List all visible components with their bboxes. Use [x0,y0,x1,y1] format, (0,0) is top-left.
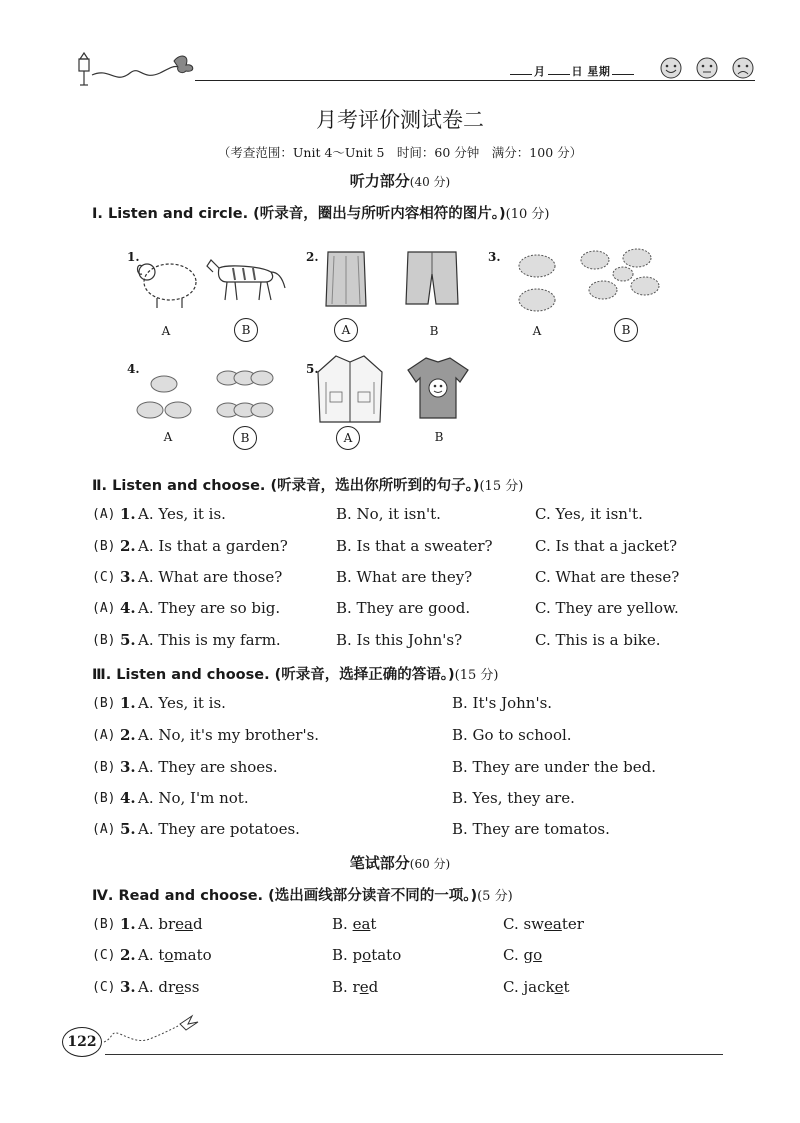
option-a-label-circled: A [334,318,358,342]
listening-part-heading: 听力部分(40 分) [349,172,451,190]
section3-heading: Ⅲ. Listen and choose. (听录音，选择正确的答语。)(15 分) [92,667,499,683]
pic-item-number: 1. [127,250,140,264]
section2-heading: Ⅱ. Listen and choose. (听录音，选出你所听到的句子。)(15 分) [92,478,524,494]
page-title: 月考评价测试卷二 [316,108,484,132]
option-a-label: A [161,324,171,338]
three-potatoes-picture [134,372,196,424]
mood-faces [658,56,758,82]
option-b-label: B [434,430,444,444]
section1-heading: Ⅰ. Listen and circle. (听录音，圈出与所听内容相符的图片。)(10 分) [92,206,550,222]
many-hens-picture [575,246,667,310]
pic-item-number: 4. [127,362,140,376]
option-b-label: B [429,324,439,338]
bird-trail-ornament [100,1008,210,1048]
skirt-picture [320,248,372,310]
page-number: 122 [62,1027,102,1057]
option-b-label-circled: B [614,318,638,342]
option-a-label-circled: A [336,426,360,450]
shorts-picture [402,248,462,310]
lamp-butterfly-ornament [70,45,210,90]
two-hens-picture [512,248,562,320]
pic-item-number: 3. [488,250,501,264]
footer-rule [105,1054,723,1055]
horse-picture [205,254,287,304]
pic-item-number: 2. [306,250,319,264]
option-a-label: A [163,430,173,444]
sheep-picture [132,252,202,310]
jacket-picture [314,352,386,428]
option-a-label: A [532,324,542,338]
six-potatoes-picture [214,368,276,424]
section4-heading: Ⅳ. Read and choose. (选出画线部分读音不同的一项。)(5 分) [92,888,513,904]
date-field: 月 日 星期 [508,63,636,79]
exam-scope: （考查范围：Unit 4～Unit 5 时间：60 分钟 满分：100 分） [217,145,583,160]
pic-item-number: 5. [306,362,319,376]
option-b-label-circled: B [233,426,257,450]
writing-part-heading: 笔试部分(60 分) [349,854,451,872]
option-b-label-circled: B [234,318,258,342]
t-shirt-picture [406,354,470,422]
